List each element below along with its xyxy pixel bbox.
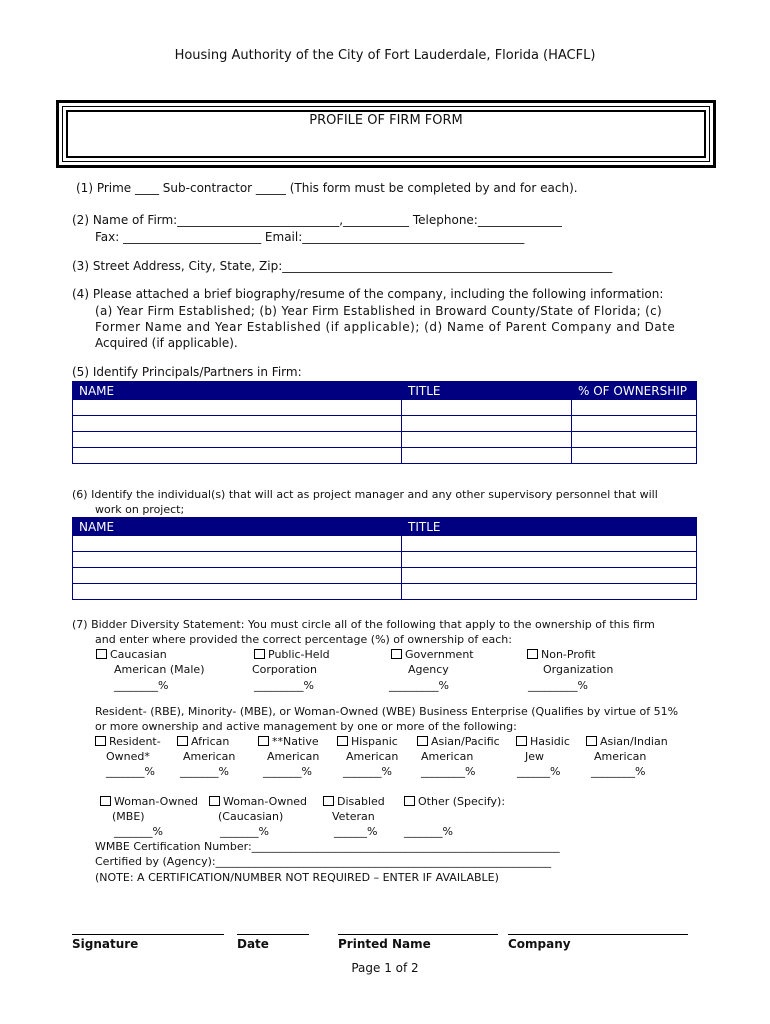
table-cell[interactable] — [572, 432, 697, 448]
checkbox[interactable] — [254, 649, 265, 659]
percentage-field[interactable]: _________% — [254, 679, 314, 692]
option-resident-owned[interactable]: Resident- — [95, 735, 161, 748]
table-cell[interactable] — [402, 400, 572, 416]
personnel-table-header — [73, 518, 697, 536]
option-disabled-veteran[interactable]: Disabled — [323, 795, 385, 808]
checkbox[interactable] — [391, 649, 402, 659]
table-cell[interactable] — [402, 536, 697, 552]
table-cell[interactable] — [402, 416, 572, 432]
option-hispanic-american[interactable]: Hispanic — [337, 735, 398, 748]
option-caucasian-american[interactable]: Caucasian — [96, 648, 167, 661]
checkbox[interactable] — [586, 736, 597, 746]
table-row — [73, 536, 697, 552]
percentage-field[interactable]: _______% — [263, 765, 312, 778]
q4-line-1: (4) Please attached a brief biography/resume of the company, including the following information: — [72, 287, 664, 301]
table-cell[interactable] — [73, 584, 402, 600]
option-label: Jew — [525, 750, 545, 763]
table-cell[interactable] — [73, 536, 402, 552]
option-label: Corporation — [252, 663, 317, 676]
table-row — [73, 448, 697, 464]
checkbox[interactable] — [209, 796, 220, 806]
table-cell[interactable] — [572, 400, 697, 416]
printed-name-line[interactable] — [338, 934, 498, 935]
option-label: American — [594, 750, 647, 763]
table-row — [73, 568, 697, 584]
table-row — [73, 584, 697, 600]
date-label: Date — [237, 937, 269, 951]
printed-name-label: Printed Name — [338, 937, 431, 951]
option-asian-pacific-american[interactable]: Asian/Pacific — [417, 735, 500, 748]
option-label: (Caucasian) — [218, 810, 284, 823]
resident-line-2: or more ownership and active management by one or more of the following: — [95, 720, 517, 733]
option-label: American (Male) — [114, 663, 205, 676]
page-header: Housing Authority of the City of Fort Lauderdale, Florida (HACFL) — [174, 48, 596, 63]
option-label: Veteran — [332, 810, 375, 823]
certification-note: (NOTE: A CERTIFICATION/NUMBER NOT REQUIRED – ENTER IF AVAILABLE) — [95, 871, 499, 884]
percentage-field[interactable]: _______% — [220, 825, 269, 838]
option-label: Organization — [543, 663, 614, 676]
option-label: Agency — [408, 663, 449, 676]
checkbox[interactable] — [177, 736, 188, 746]
column-header-title: TITLE — [402, 382, 572, 400]
signature-label: Signature — [72, 937, 139, 951]
q2-firm-name-telephone[interactable]: (2) Name of Firm:___________________________,___________ Telephone:______________ — [72, 213, 562, 227]
table-row — [73, 400, 697, 416]
percentage-field[interactable]: ________% — [421, 765, 476, 778]
percentage-field[interactable]: ________% — [114, 679, 169, 692]
page-number: Page 1 of 2 — [351, 961, 419, 975]
percentage-field[interactable]: _______% — [106, 765, 155, 778]
q4-line-2: (a) Year Firm Established; (b) Year Firm Established in Broward County/State of Florida; (c) — [95, 304, 662, 318]
table-row — [73, 416, 697, 432]
checkbox[interactable] — [95, 736, 106, 746]
table-cell[interactable] — [402, 432, 572, 448]
checkbox[interactable] — [516, 736, 527, 746]
q3-street-address[interactable]: (3) Street Address, City, State, Zip:_______________________________________________________ — [72, 259, 613, 273]
q4-line-3: Former Name and Year Established (if applicable); (d) Name of Parent Company and Date — [95, 320, 676, 334]
table-cell[interactable] — [73, 416, 402, 432]
checkbox[interactable] — [96, 649, 107, 659]
table-cell[interactable] — [73, 568, 402, 584]
option-label: (MBE) — [112, 810, 145, 823]
percentage-field[interactable]: ______% — [517, 765, 561, 778]
q6-line-1: (6) Identify the individual(s) that will act as project manager and any other supervisory personnel that will — [72, 488, 658, 501]
option-label: American — [183, 750, 236, 763]
form-title: PROFILE OF FIRM FORM — [309, 113, 463, 128]
option-hasidic-jew[interactable]: Hasidic — [516, 735, 570, 748]
checkbox[interactable] — [417, 736, 428, 746]
option-label: Owned* — [106, 750, 150, 763]
option-woman-owned-mbe[interactable]: Woman-Owned — [100, 795, 198, 808]
table-cell[interactable] — [73, 552, 402, 568]
percentage-field[interactable]: _______% — [180, 765, 229, 778]
column-header-ownership: % OF OWNERSHIP — [572, 382, 697, 400]
table-cell[interactable] — [402, 448, 572, 464]
certified-by-agency[interactable]: Certified by (Agency):_____________________________________________________________ — [95, 855, 552, 868]
date-line[interactable] — [237, 934, 309, 935]
principals-table — [72, 381, 697, 464]
option-label: American — [346, 750, 399, 763]
option-other-specify[interactable]: Other (Specify): — [404, 795, 505, 808]
q6-line-2: work on project; — [95, 503, 185, 516]
table-cell[interactable] — [402, 584, 697, 600]
q7-line-1: (7) Bidder Diversity Statement: You must circle all of the following that apply to the ownership of this firm — [72, 618, 655, 631]
table-cell[interactable] — [572, 448, 697, 464]
table-cell[interactable] — [402, 552, 697, 568]
option-asian-indian-american[interactable]: Asian/Indian — [586, 735, 668, 748]
percentage-field[interactable]: _______% — [114, 825, 163, 838]
option-government-agency[interactable]: Government — [391, 648, 474, 661]
table-row — [73, 552, 697, 568]
column-header-title: TITLE — [402, 518, 697, 536]
percentage-field[interactable]: ________% — [591, 765, 646, 778]
checkbox[interactable] — [100, 796, 111, 806]
project-personnel-table — [72, 517, 697, 600]
percentage-field[interactable]: _______% — [404, 825, 453, 838]
resident-line-1: Resident- (RBE), Minority- (MBE), or Woman-Owned (WBE) Business Enterprise (Qualifies by virtue of 51% — [95, 705, 679, 718]
q2-fax-email[interactable]: Fax: _______________________ Email:_____________________________________ — [95, 230, 525, 244]
table-cell[interactable] — [73, 400, 402, 416]
option-native-american[interactable]: **Native — [258, 735, 319, 748]
company-line[interactable] — [508, 934, 688, 935]
percentage-field[interactable]: _________% — [389, 679, 449, 692]
principals-table-header — [73, 382, 697, 400]
option-african-american[interactable]: African — [177, 735, 229, 748]
wmbe-certification-number[interactable]: WMBE Certification Number:________________________________________________________ — [95, 840, 560, 853]
table-cell[interactable] — [572, 416, 697, 432]
checkbox[interactable] — [527, 649, 538, 659]
form-title-box — [56, 100, 716, 168]
table-cell[interactable] — [73, 432, 402, 448]
checkbox[interactable] — [404, 796, 415, 806]
q4-line-4: Acquired (if applicable). — [95, 336, 238, 350]
option-public-held-corporation[interactable]: Public-Held — [254, 648, 330, 661]
table-cell[interactable] — [402, 568, 697, 584]
table-row — [73, 432, 697, 448]
checkbox[interactable] — [258, 736, 269, 746]
option-woman-owned-caucasian[interactable]: Woman-Owned — [209, 795, 307, 808]
percentage-field[interactable]: _________% — [528, 679, 588, 692]
option-label: American — [267, 750, 320, 763]
table-cell[interactable] — [73, 448, 402, 464]
percentage-field[interactable]: ______% — [334, 825, 378, 838]
signature-line[interactable] — [72, 934, 224, 935]
q1-prime-subcontractor[interactable]: (1) Prime ____ Sub-contractor _____ (This form must be completed by and for each). — [76, 181, 578, 195]
checkbox[interactable] — [323, 796, 334, 806]
company-label: Company — [508, 937, 571, 951]
column-header-name: NAME — [73, 382, 402, 400]
option-non-profit-organization[interactable]: Non-Profit — [527, 648, 596, 661]
percentage-field[interactable]: _______% — [343, 765, 392, 778]
option-label: American — [421, 750, 474, 763]
checkbox[interactable] — [337, 736, 348, 746]
q7-line-2: and enter where provided the correct percentage (%) of ownership of each: — [95, 633, 512, 646]
column-header-name: NAME — [73, 518, 402, 536]
q5-label: (5) Identify Principals/Partners in Firm: — [72, 365, 302, 379]
